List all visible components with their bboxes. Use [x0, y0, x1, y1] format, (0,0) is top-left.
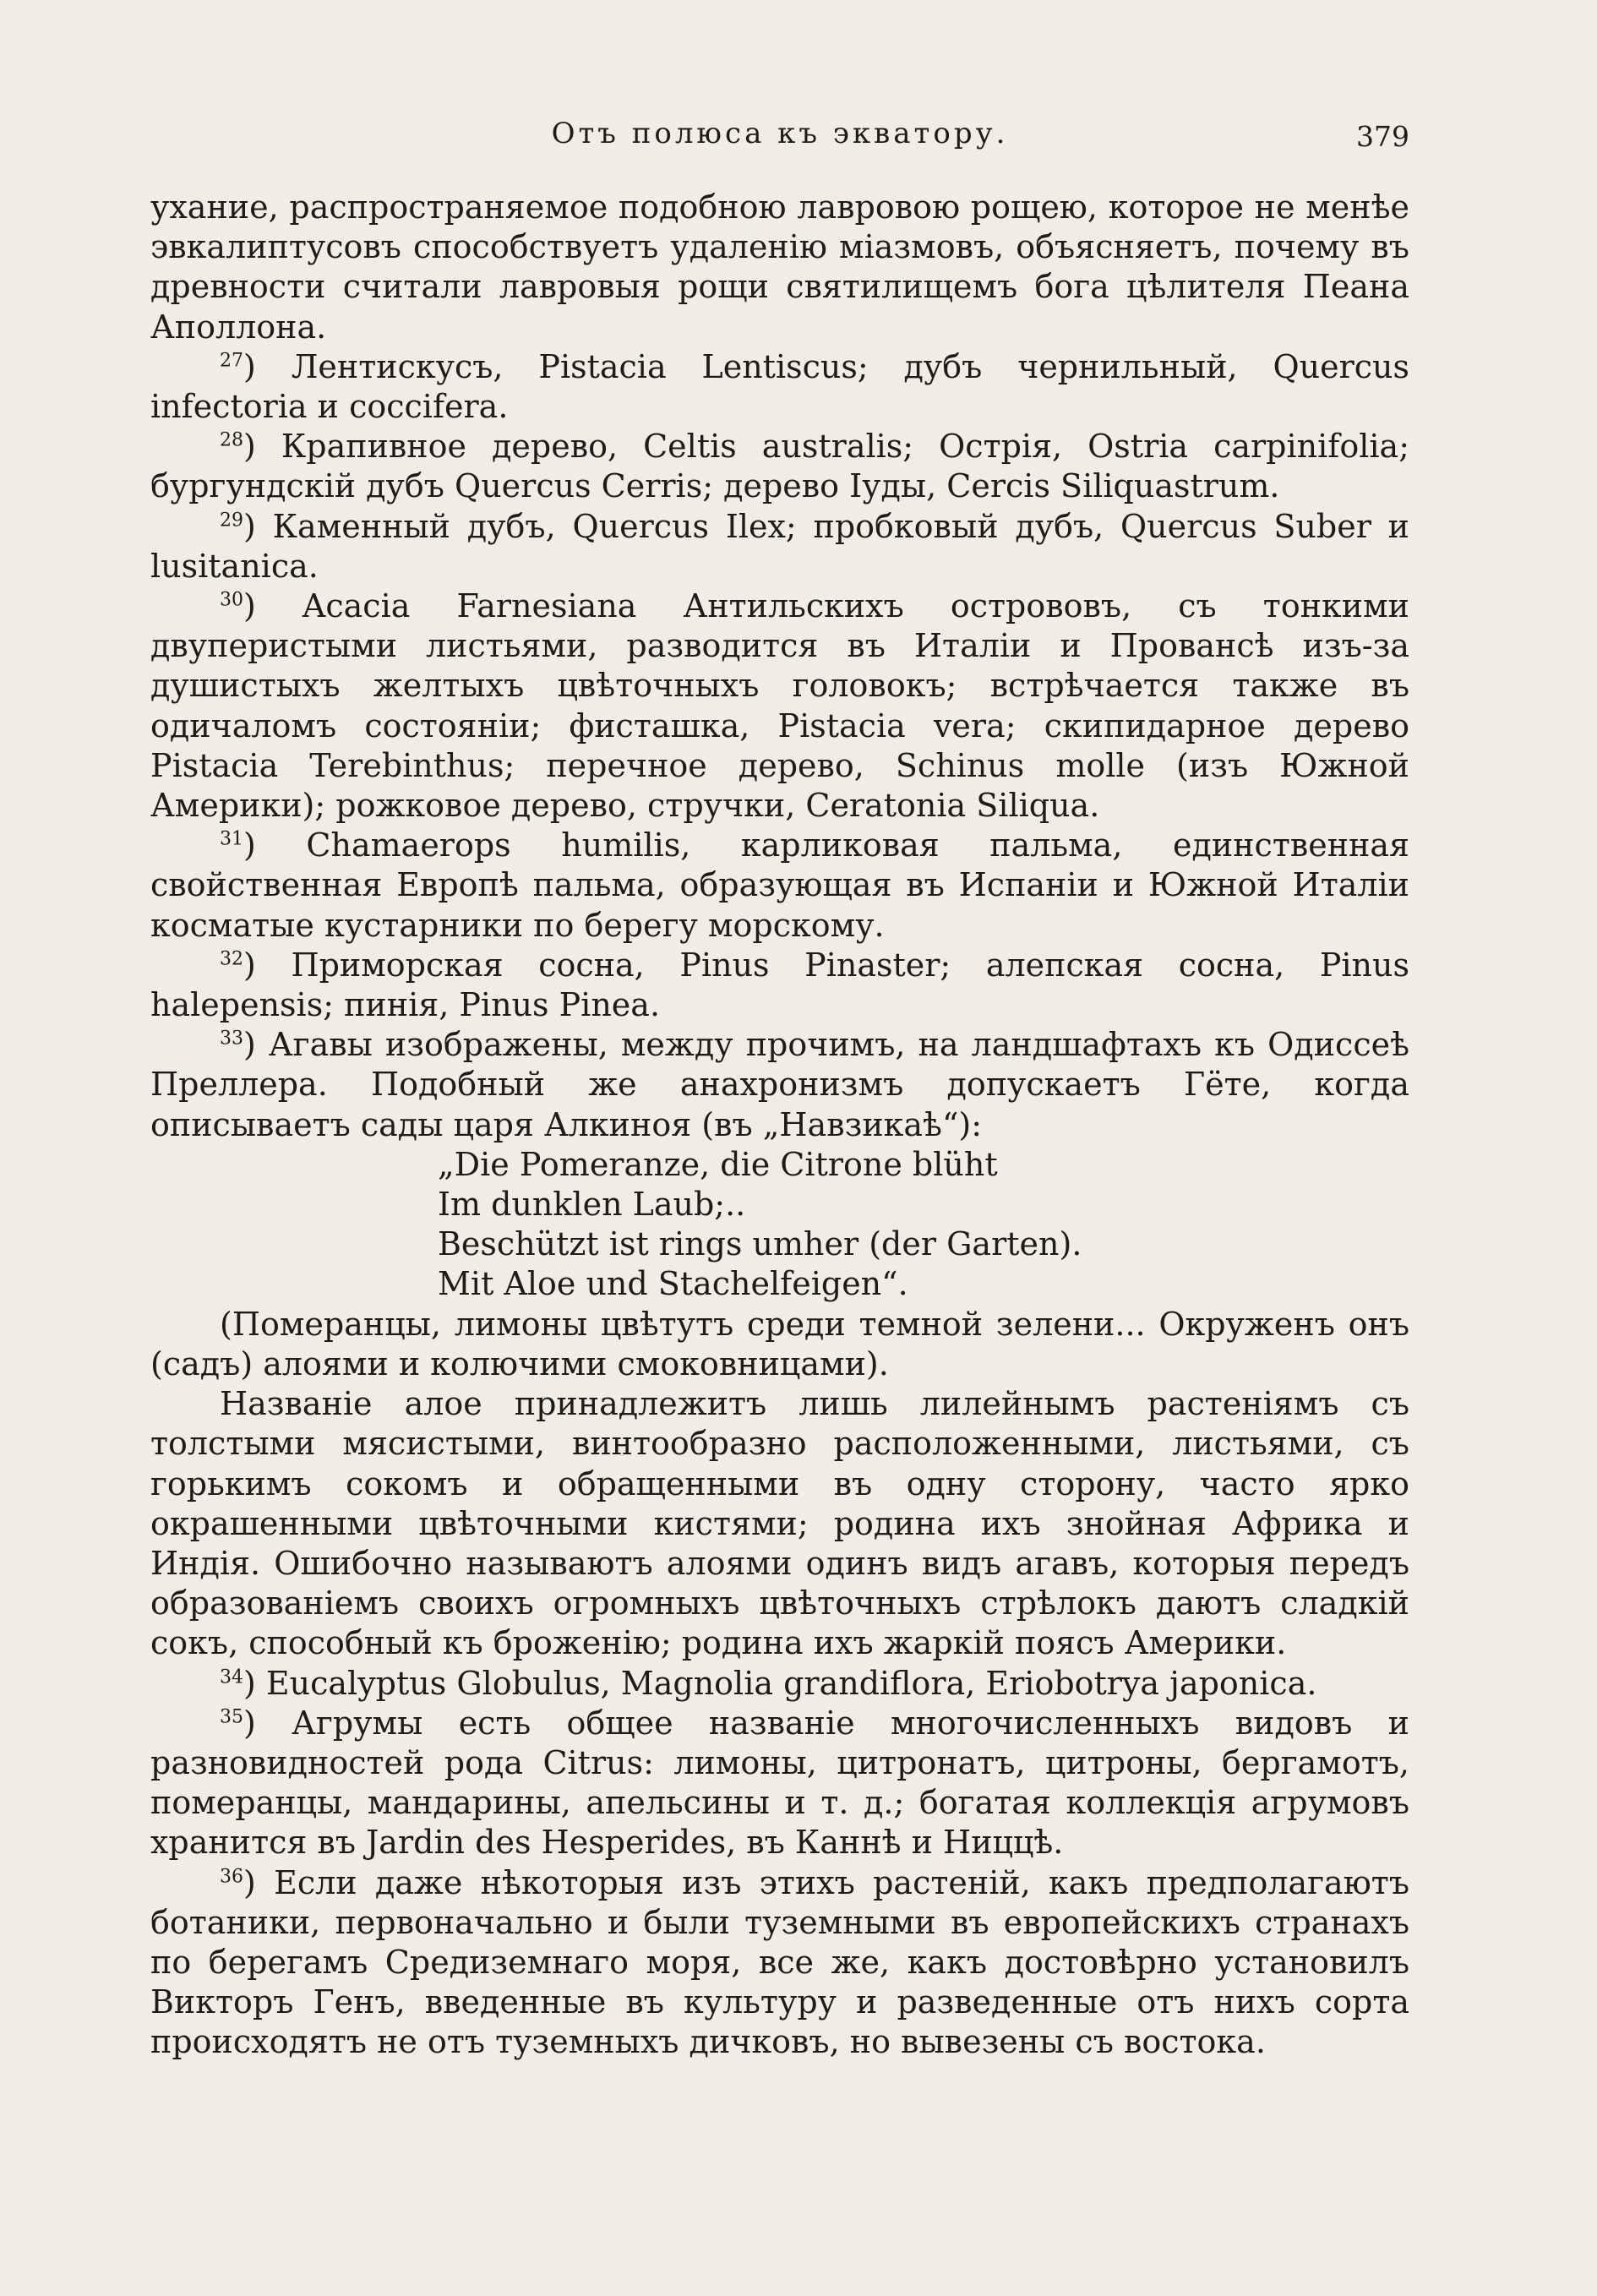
footnote-bracket: ) — [243, 946, 292, 984]
poem-quote — [438, 1145, 1409, 1305]
footnote-bracket: ) — [243, 826, 307, 864]
footnote-30 — [150, 586, 1409, 826]
footnote-number: 36 — [220, 1865, 243, 1887]
footnote-35 — [150, 1704, 1409, 1863]
footnote-bracket: ) — [243, 428, 281, 466]
paragraph-aloe — [150, 1384, 1409, 1663]
footnote-text: Каменный дубъ, Quercus Ilex; пробковый дубъ, Quercus Suber и lusitanica. — [150, 507, 1409, 585]
footnote-bracket: ) — [243, 1664, 266, 1702]
poem-line: Beschützt ist rings umher (der Garten). — [438, 1225, 1082, 1263]
footnote-number: 29 — [220, 509, 243, 531]
footnote-36 — [150, 1863, 1409, 2063]
paragraph — [150, 188, 1409, 347]
footnote-text: Eucalyptus Globulus, Magnolia grandiflora, Eriobotrya japonica. — [265, 1664, 1317, 1702]
footnote-number: 31 — [220, 828, 243, 850]
footnote-text: Агавы изображены, между прочимъ, на ландшафтахъ къ Одиссеѣ Преллера. Подобный же анахронизмъ допускаетъ Гёте, когда описываетъ сады царя Алкиноя (въ „Навзикаѣ“): — [150, 1026, 1409, 1143]
footnote-text: Крапивное дерево, Celtis australis; Острія, Ostria carpinifolia; бургундскій дубъ Quercus Cerris; дерево Іуды, Cercis Siliquastrum. — [150, 428, 1409, 505]
paragraph-text: (Померанцы, лимоны цвѣтутъ среди темной зелени... Окруженъ онъ (садъ) алоями и колючими смоковницами). — [150, 1305, 1409, 1383]
footnote-text: Если даже нѣкоторыя изъ этихъ растеній, какъ предполагаютъ ботаники, первоначально и были туземными въ европейскихъ странахъ по берегамъ Средиземнаго моря, все же, какъ достовѣрно установилъ Викторъ Генъ, введенные въ культуру и разведенные отъ нихъ сорта происходятъ не отъ туземныхъ дичковъ, но вывезены съ востока. — [150, 1863, 1409, 2061]
footnote-bracket: ) — [243, 347, 292, 385]
footnote-text: Chamaerops humilis, карликовая пальма, единственная свойственная Европѣ пальма, образующая въ Испаніи и Южной Италіи косматые кустарники по берегу морскому. — [150, 826, 1410, 944]
page-number: 379 — [1356, 120, 1409, 153]
poem-line: Mit Aloe und Stachelfeigen“. — [438, 1265, 908, 1303]
poem-line: Im dunklen Laub;.. — [438, 1186, 746, 1224]
footnote-text: Приморская сосна, Pinus Pinaster; алепская сосна, Pinus halepensis; пинія, Pinus Pinea. — [150, 946, 1409, 1024]
footnote-32 — [150, 946, 1409, 1025]
footnote-bracket: ) — [243, 507, 273, 545]
poem-line: „Die Pomeranze, die Citrone blüht — [438, 1145, 998, 1183]
footnote-number: 33 — [220, 1028, 243, 1050]
footnote-28 — [150, 427, 1409, 506]
running-title: Отъ полюса къ экватору. — [551, 117, 1009, 150]
footnote-bracket: ) — [243, 587, 303, 625]
footnotes-text — [150, 188, 1409, 2063]
footnote-bracket: ) — [243, 1863, 275, 1901]
footnote-text: Агрумы есть общее названіе многочисленныхъ видовъ и разновидностей рода Citrus: лимоны, цитронатъ, цитроны, бергамотъ, померанцы, мандарины, апельсины и т. д.; богатая коллекція агрумовъ хранится въ Jardin des Hesperides, въ Каннѣ и Ниццѣ. — [150, 1704, 1409, 1862]
footnote-34 — [150, 1664, 1409, 1704]
paragraph-text: Названіе алое принадлежитъ лишь лилейнымъ растеніямъ съ толстыми мясистыми, винтообразно расположенными, листьями, съ горькимъ сокомъ и обращенными въ одну сторону, часто ярко окрашенными цвѣточными кистями; родина ихъ знойная Африка и Индія. Ошибочно называютъ алоями одинъ видъ агавъ, которыя передъ образованіемъ своихъ огромныхъ цвѣточныхъ стрѣлокъ даютъ сладкій сокъ, способный къ броженію; родина ихъ жаркій поясъ Америки. — [150, 1385, 1409, 1662]
footnote-number: 30 — [220, 589, 243, 611]
footnote-33 — [150, 1025, 1409, 1145]
footnote-31 — [150, 826, 1409, 946]
footnote-text: Acacia Farnesiana Антильскихъ острововъ, съ тонкими двуперистыми листьями, разводится въ Италіи и Провансѣ изъ-за душистыхъ желтыхъ цвѣточныхъ головокъ; встрѣчается также въ одичаломъ состояніи; фисташка, Pistacia vera; скипидарное дерево Pistacia Terebinthus; перечное дерево, Schinus molle (изъ Южной Америки); рожковое дерево, стручки, Ceratonia Siliqua. — [150, 587, 1409, 825]
footnote-29 — [150, 507, 1409, 586]
footnote-27 — [150, 347, 1409, 427]
footnote-number: 35 — [220, 1706, 243, 1728]
footnote-number: 34 — [220, 1666, 243, 1688]
footnote-bracket: ) — [243, 1704, 292, 1742]
paragraph-text: ухание, распространяемое подобною лавровою рощею, которое не менѣе эвкалиптусовъ способствуетъ удаленію міазмовъ, объясняетъ, почему въ древности считали лавровыя рощи святилищемъ бога цѣлителя Пеана Аполлона. — [150, 188, 1409, 346]
footnote-number: 27 — [220, 350, 243, 372]
footnote-number: 32 — [220, 948, 243, 970]
footnote-bracket: ) — [243, 1026, 269, 1064]
footnote-text: Лентискусъ, Pistacia Lentiscus; дубъ чернильный, Quercus infectoria и coccifera. — [150, 347, 1409, 426]
running-head — [150, 117, 1409, 159]
paragraph-translation — [150, 1305, 1409, 1384]
footnote-number: 28 — [220, 429, 243, 451]
